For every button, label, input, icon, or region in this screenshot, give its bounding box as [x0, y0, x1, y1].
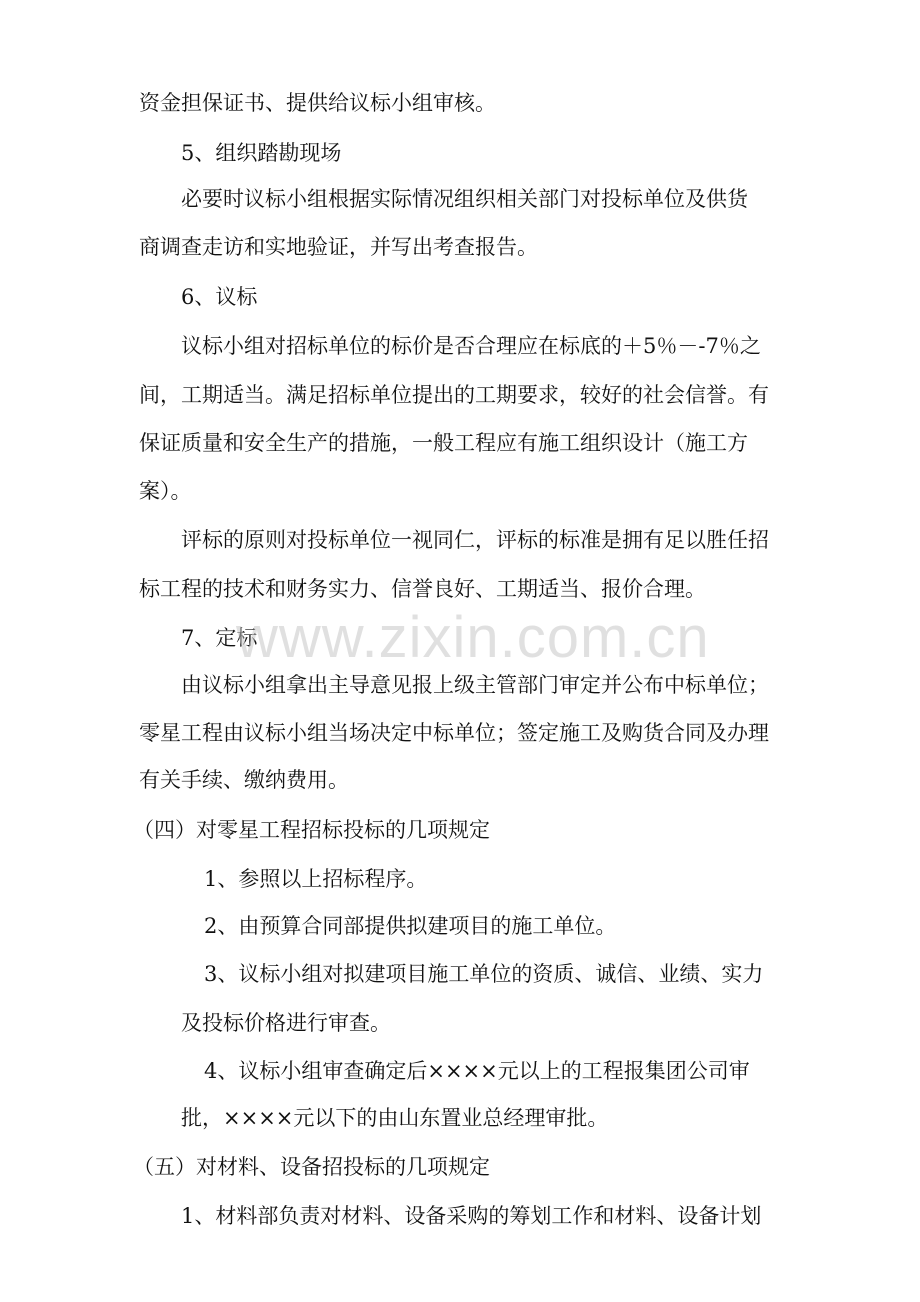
text-line-17: 1、参照以上招标程序。: [204, 867, 428, 891]
text-line-11: 标工程的技术和财务实力、信誉良好、工期适当、报价合理。: [139, 577, 706, 601]
text-line-6: 议标小组对招标单位的标价是否合理应在标底的＋5％－-7％之: [181, 334, 761, 358]
heading-step-6: 6、议标: [181, 285, 258, 309]
section-heading-5: （五）对材料、设备招投标的几项规定: [133, 1155, 490, 1179]
text-line-10: 评标的原则对投标单位一视同仁，评标的标准是拥有足以胜任招: [181, 528, 769, 552]
watermark: www.zixin.com.cn: [236, 605, 710, 670]
section-heading-4: （四）对零星工程招标投标的几项规定: [133, 818, 490, 842]
text-line-8: 保证质量和安全生产的措施，一般工程应有施工组织设计（施工方: [139, 431, 748, 455]
text-line-21: 4、议标小组审查确定后××××元以上的工程报集团公司审: [204, 1059, 750, 1083]
text-line-7: 间，工期适当。满足招标单位提出的工期要求，较好的社会信誉。有: [139, 383, 769, 407]
text-line-3: 必要时议标小组根据实际情况组织相关部门对投标单位及供货: [181, 187, 748, 211]
text-line-15: 有关手续、缴纳费用。: [139, 768, 349, 792]
text-line-9: 案）。: [139, 479, 192, 503]
text-line-4: 商调查走访和实地验证，并写出考查报告。: [139, 235, 538, 259]
text-line-24: 1、材料部负责对材料、设备采购的筹划工作和材料、设备计划: [181, 1204, 762, 1228]
text-line-22: 批，××××元以下的由山东置业总经理审批。: [181, 1106, 609, 1130]
heading-step-7: 7、定标: [181, 626, 258, 650]
text-line-20: 及投标价格进行审查。: [181, 1011, 391, 1035]
text-line-18: 2、由预算合同部提供拟建项目的施工单位。: [204, 914, 617, 938]
text-line-1: 资金担保证书、提供给议标小组审核。: [139, 91, 496, 115]
text-line-13: 由议标小组拿出主导意见报上级主管部门审定并公布中标单位；: [181, 673, 769, 697]
text-line-19: 3、议标小组对拟建项目施工单位的资质、诚信、业绩、实力: [204, 962, 764, 986]
text-line-14: 零星工程由议标小组当场决定中标单位；签定施工及购货合同及办理: [139, 721, 769, 745]
heading-step-5: 5、组织踏勘现场: [181, 141, 342, 165]
